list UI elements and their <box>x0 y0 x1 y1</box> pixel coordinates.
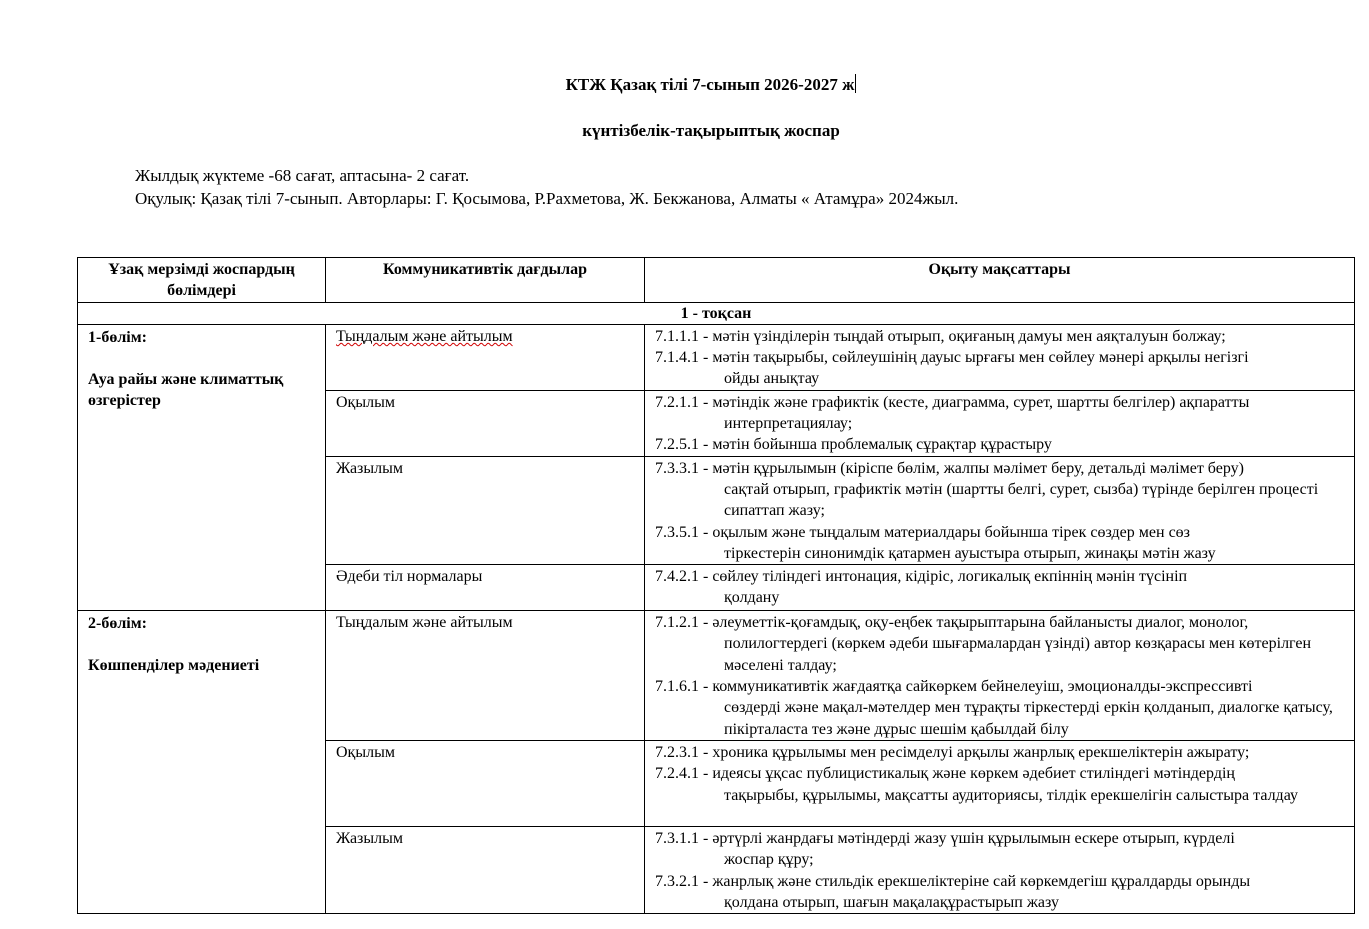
document-title: КТЖ Қазақ тілі 7-сынып 2026-2027 ж <box>565 75 855 94</box>
header-sections: Ұзақ мерзімді жоспардың бөлімдері <box>78 258 326 303</box>
goals-cell <box>645 611 1355 741</box>
goal-item: 7.2.5.1 - мәтін бойынша проблемалық сұрақтар құрастыру <box>655 436 1052 454</box>
goal-item: 7.1.6.1 - коммуникативтік жағдаятқа сайкөркем бейнелеуіш, эмоционалды-экспрессивті сөздерді және мақал-мәтелдер мен тұрақты тіркестерді еркін қолданып, диалогке қатысу, пікірталаста тез және дұрыс шешім қабылдай білу <box>655 678 1333 738</box>
goal-item: 7.3.3.1 - мәтін құрылымын (кіріспе бөлім, жалпы мәлімет беру, детальді мәлімет беру) сақтай отырып, графиктік мәтін (шартты белгі, сурет, сызба) түрінде берілген процесті сипаттап жазу; <box>655 459 1319 520</box>
skill-name: Оқылым <box>336 743 395 761</box>
skill-cell <box>326 826 645 913</box>
goals-cell <box>645 324 1355 390</box>
goal-item: 7.2.1.1 - мәтіндік және графиктік (кесте, диаграмма, сурет, шартты белгілер) ақпаратты интерпретациялау; <box>655 393 1250 433</box>
skill-name: Жазылым <box>336 459 403 477</box>
goal-item: 7.1.2.1 - әлеуметтік-қоғамдық, оқу-еңбек тақырыптарына байланысты диалог, монолог, полилогтердегі (көркем әдеби шығармалардан үзінді) автор көзқарасы мен көтерілген мәселені талдау; <box>655 614 1312 674</box>
section-name: Көшпенділер мәдениеті <box>88 657 260 675</box>
table-header-row <box>78 258 1355 303</box>
skill-name: Әдеби тіл нормалары <box>336 568 483 586</box>
plan-table <box>77 257 1355 914</box>
skill-name: Оқылым <box>336 393 395 411</box>
document-subtitle: күнтізбелік-тақырыптық жоспар <box>582 121 840 140</box>
section-cell <box>78 611 326 914</box>
table-row <box>78 324 1355 390</box>
quarter-label: 1 - тоқсан <box>78 302 1355 324</box>
textbook-info: Оқулық: Қазақ тілі 7-сынып. Авторлары: Г. Қосымова, Р.Рахметова, Ж. Бекжанова, Алматы « Атамұра» 2024жыл. <box>135 189 959 208</box>
goals-cell <box>645 740 1355 826</box>
goals-cell <box>645 456 1355 564</box>
text-cursor <box>855 74 856 93</box>
goal-item: 7.2.3.1 - хроника құрылымы мен ресімделуі арқылы жанрлық ерекшеліктерін ажырату; <box>655 743 1250 761</box>
goals-cell <box>645 826 1355 913</box>
header-goals: Оқыту мақсаттары <box>645 258 1355 303</box>
section-cell <box>78 324 326 610</box>
skill-cell <box>326 611 645 741</box>
skill-name: Жазылым <box>336 829 403 847</box>
goal-item: 7.1.1.1 - мәтін үзінділерін тыңдай отырып, оқиғаның дамуы мен аяқталуын болжау; <box>655 327 1226 345</box>
skill-cell <box>326 456 645 564</box>
skill-name: Тыңдалым және айтылым <box>336 327 513 345</box>
skill-cell <box>326 565 645 611</box>
section-label: 1-бөлім: <box>88 328 147 346</box>
goals-cell <box>645 565 1355 611</box>
annual-load: Жылдық жүктеме -68 сағат, аптасына- 2 сағат. <box>135 166 470 185</box>
goals-cell <box>645 390 1355 456</box>
skill-cell <box>326 324 645 390</box>
goal-item: 7.1.4.1 - мәтін тақырыбы, сөйлеушінің дауыс ырғағы мен сөйлеу мәнері арқылы негізгі ойды анықтау <box>655 349 1249 388</box>
goal-item: 7.3.5.1 - оқылым және тыңдалым материалдары бойынша тірек сөздер мен сөз тіркестерін синонимдік қатармен ауыстыра отырып, жинақы мәтін жазу <box>655 523 1216 562</box>
skill-name: Тыңдалым және айтылым <box>336 614 513 632</box>
goal-item: 7.3.1.1 - әртүрлі жанрдағы мәтіндерді жазу үшін құрылымын ескере отырып, күрделі жоспар құру; <box>655 829 1235 869</box>
header-skills: Коммуникативтік дағдылар <box>326 258 645 303</box>
section-name: Ауа райы және климаттық өзгерістер <box>88 371 284 410</box>
goal-item: 7.4.2.1 - сөйлеу тіліндегі интонация, кідіріс, логикалық екпіннің мәнін түсініп қолдану <box>655 568 1188 607</box>
table-row <box>78 611 1355 741</box>
skill-cell <box>326 740 645 826</box>
skill-cell <box>326 390 645 456</box>
goal-item: 7.3.2.1 - жанрлық және стильдік ерекшеліктеріне сай көркемдегіш құралдарды орынды қолдана отырып, шағын мақалақұрастырып жазу <box>655 872 1251 911</box>
goal-item: 7.2.4.1 - идеясы ұқсас публицистикалық және көркем әдебиет стиліндегі мәтіндердің тақырыбы, құрылымы, мақсатты аудиториясы, тілдік ерекшелігін салыстыра талдау <box>655 765 1298 804</box>
section-label: 2-бөлім: <box>88 615 147 633</box>
quarter-row <box>78 302 1355 324</box>
